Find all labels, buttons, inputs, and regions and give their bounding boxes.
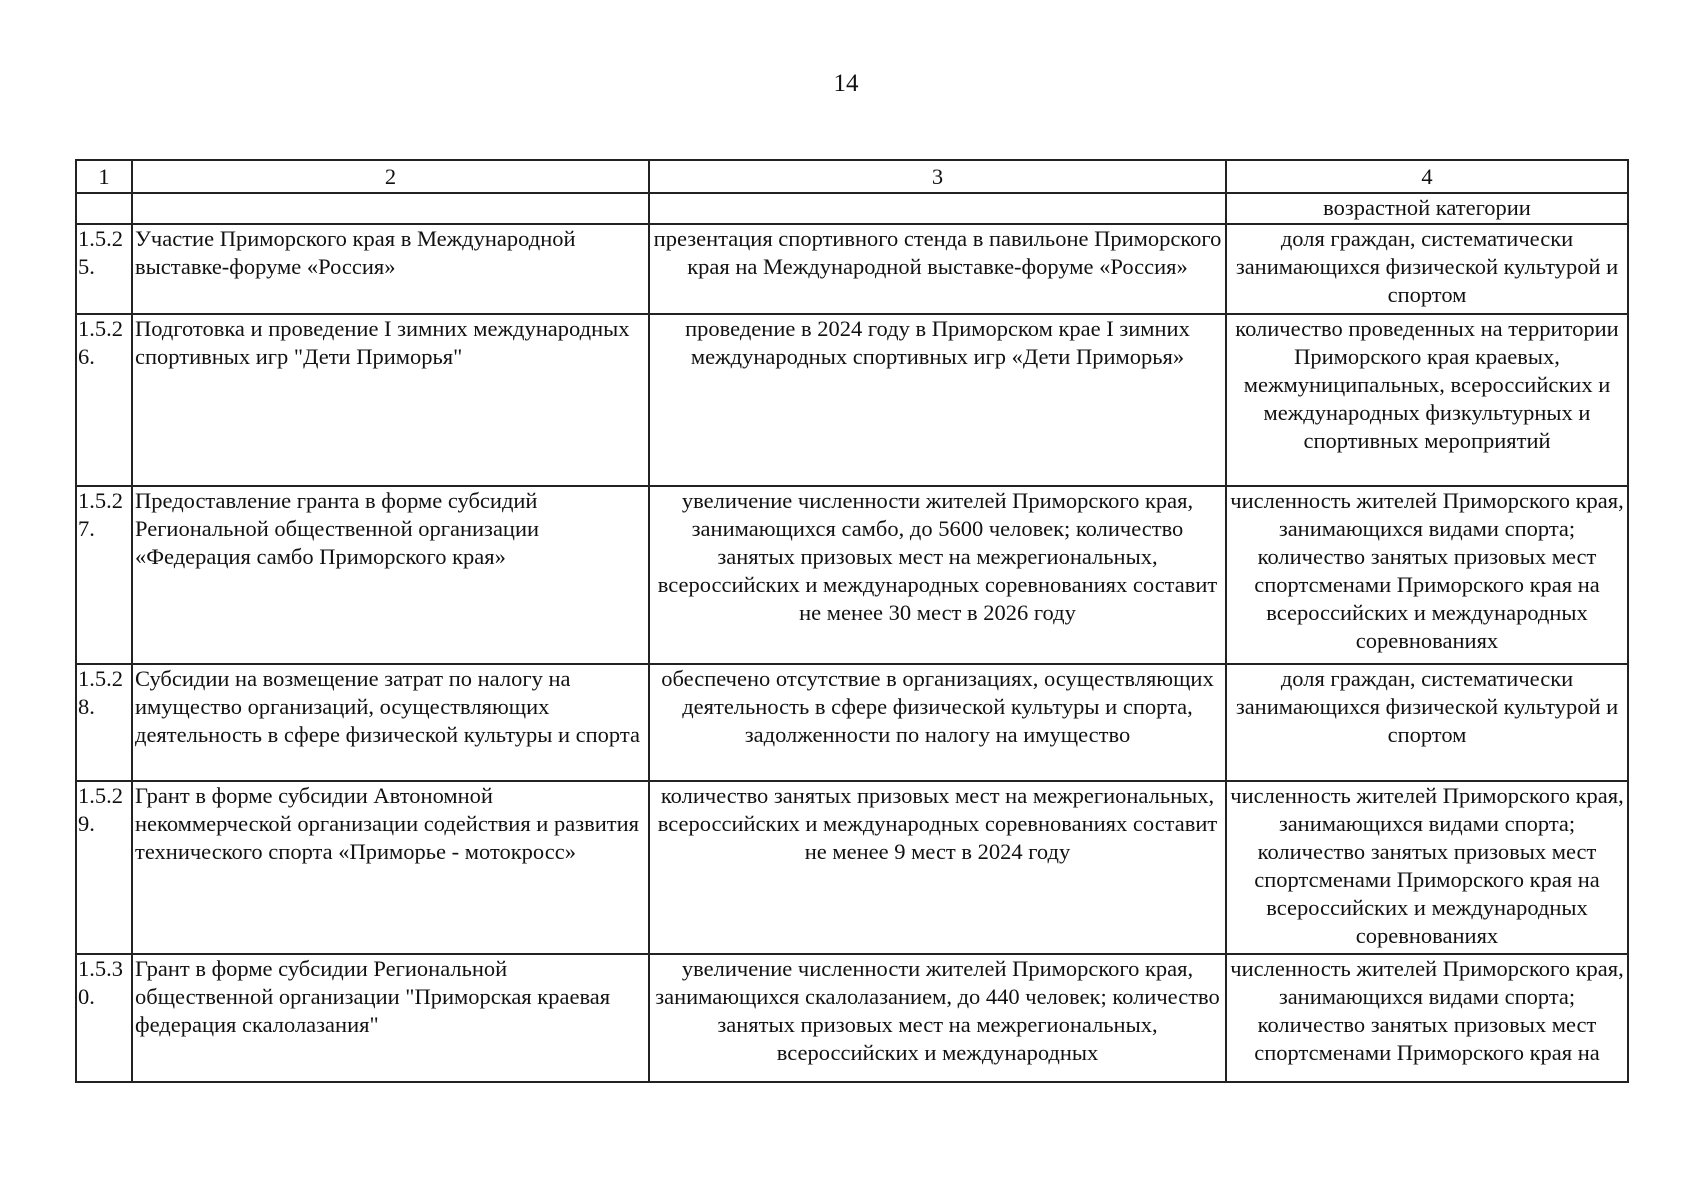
empty-cell xyxy=(132,193,649,224)
table-row xyxy=(76,224,1628,314)
page-number: 14 xyxy=(833,70,859,97)
table-row xyxy=(76,954,1628,1082)
row-number: 1.5.2 8. xyxy=(76,664,132,781)
expected-result: увеличение численности жителей Приморского края, занимающихся самбо, до 5600 человек; количество занятых призовых мест на межрегиональных, всероссийских и международных соревнованиях составит не менее 30 мест в 2026 году xyxy=(649,486,1226,664)
column-header: 2 xyxy=(132,160,649,193)
column-header: 4 xyxy=(1226,160,1628,193)
indicator: количество проведенных на территории Приморского края краевых, межмуниципальных, всероссийских и международных физкультурных и спортивных мероприятий xyxy=(1226,314,1628,486)
table-row xyxy=(76,486,1628,664)
indicator: численность жителей Приморского края, занимающихся видами спорта; количество занятых призовых мест спортсменами Приморского края на xyxy=(1226,954,1628,1082)
measure-name: Грант в форме субсидии Автономной некоммерческой организации содействия и развития технического спорта «Приморье - мотокросс» xyxy=(132,781,649,954)
column-header: 1 xyxy=(76,160,132,193)
table-row xyxy=(76,781,1628,954)
empty-cell xyxy=(649,193,1226,224)
indicator: численность жителей Приморского края, занимающихся видами спорта; количество занятых призовых мест спортсменами Приморского края на всероссийских и международных соревнованиях xyxy=(1226,781,1628,954)
column-header: 3 xyxy=(649,160,1226,193)
row-number: 1.5.2 9. xyxy=(76,781,132,954)
measure-name: Субсидии на возмещение затрат по налогу на имущество организаций, осуществляющих деятельность в сфере физической культуры и спорта xyxy=(132,664,649,781)
expected-result: проведение в 2024 году в Приморском крае I зимних международных спортивных игр «Дети Приморья» xyxy=(649,314,1226,486)
table-row xyxy=(76,314,1628,486)
expected-result: увеличение численности жителей Приморского края, занимающихся скалолазанием, до 440 человек; количество занятых призовых мест на межрегиональных, всероссийских и международных xyxy=(649,954,1226,1082)
measure-name: Участие Приморского края в Международной выставке-форуме «Россия» xyxy=(132,224,649,314)
table-row xyxy=(76,664,1628,781)
measures-table xyxy=(75,159,1629,1083)
row-number: 1.5.2 7. xyxy=(76,486,132,664)
indicator: доля граждан, систематически занимающихся физической культурой и спортом xyxy=(1226,224,1628,314)
indicator: численность жителей Приморского края, занимающихся видами спорта; количество занятых призовых мест спортсменами Приморского края на всероссийских и международных соревнованиях xyxy=(1226,486,1628,664)
measure-name: Предоставление гранта в форме субсидий Региональной общественной организации «Федерация самбо Приморского края» xyxy=(132,486,649,664)
row-number: 1.5.2 6. xyxy=(76,314,132,486)
continuation-row xyxy=(76,193,1628,224)
column-number-row xyxy=(76,160,1628,193)
expected-result: обеспечено отсутствие в организациях, осуществляющих деятельность в сфере физической культуры и спорта, задолженности по налогу на имущество xyxy=(649,664,1226,781)
row-number: 1.5.2 5. xyxy=(76,224,132,314)
continuation-text: возрастной категории xyxy=(1226,193,1628,224)
expected-result: презентация спортивного стенда в павильоне Приморского края на Международной выставке-форуме «Россия» xyxy=(649,224,1226,314)
indicator: доля граждан, систематически занимающихся физической культурой и спортом xyxy=(1226,664,1628,781)
expected-result: количество занятых призовых мест на межрегиональных, всероссийских и международных соревнованиях составит не менее 9 мест в 2024 году xyxy=(649,781,1226,954)
measure-name: Подготовка и проведение I зимних международных спортивных игр "Дети Приморья" xyxy=(132,314,649,486)
empty-cell xyxy=(76,193,132,224)
row-number: 1.5.3 0. xyxy=(76,954,132,1082)
measure-name: Грант в форме субсидии Региональной общественной организации "Приморская краевая федерация скалолазания" xyxy=(132,954,649,1082)
